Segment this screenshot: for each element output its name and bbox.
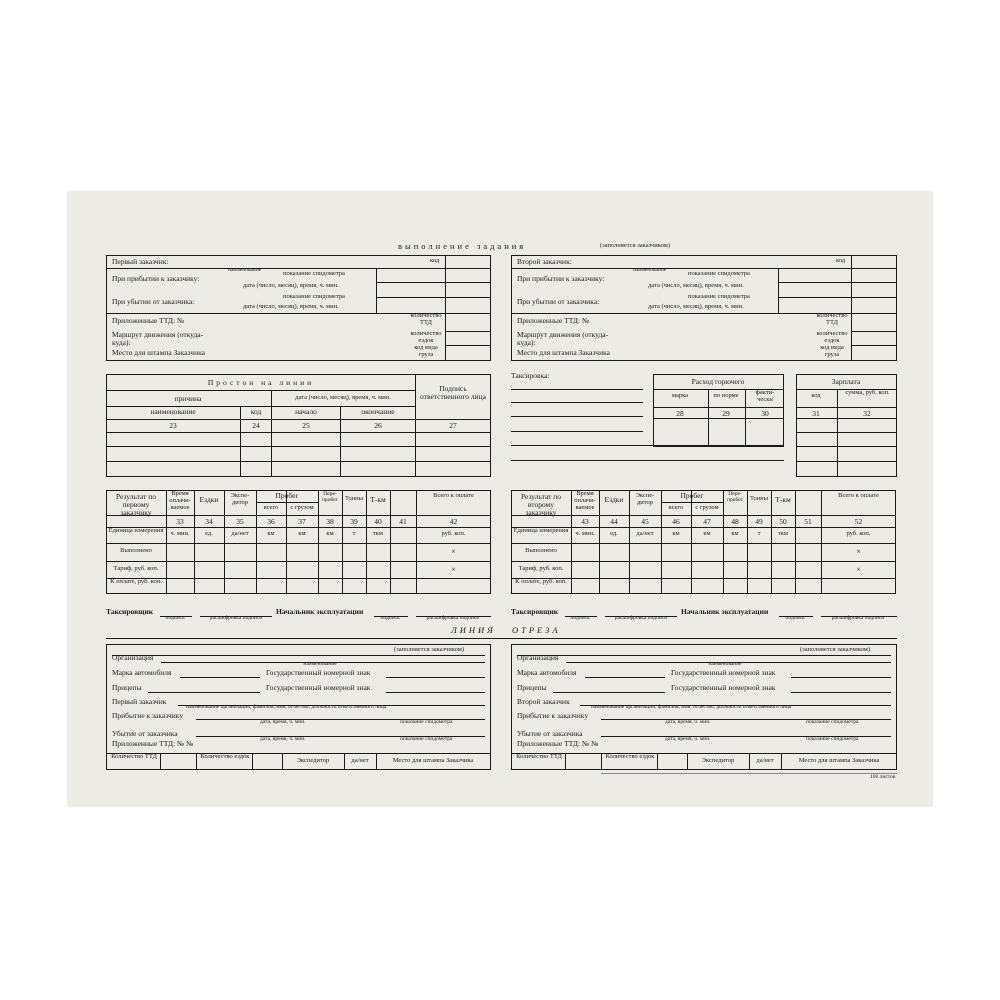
second-customer-label: Второй заказчик xyxy=(517,697,570,706)
attached-ttd-label: Приложенные ТТД: № xyxy=(112,316,185,325)
yes-no-label: да/нет xyxy=(351,757,369,764)
tear-off-note: (заполняется заказчиком) xyxy=(394,646,465,653)
name-note: наименование xyxy=(303,661,337,667)
taxer-label: Таксировщик xyxy=(511,607,559,616)
row-label: Единица измерения xyxy=(513,527,569,534)
ttd-count-label: Количество ТТД xyxy=(111,753,157,760)
row-label: Тариф, руб. коп. xyxy=(113,565,159,572)
decoding-note: расшифровка подписи xyxy=(209,615,263,621)
cargo-code-label: код вида груза xyxy=(414,344,438,358)
result-header: Тонны xyxy=(749,495,769,502)
code-label: код xyxy=(430,257,440,264)
col-num: 37 xyxy=(298,517,306,526)
attached-ttd-label: Приложенные ТТД: № xyxy=(517,316,590,325)
arrival-label: При прибытии к заказчику: xyxy=(517,274,605,283)
organization-label: Организация xyxy=(517,653,559,662)
unit-label: км xyxy=(672,530,680,537)
unit-label: да/нет xyxy=(231,530,249,537)
signature-note: подпись xyxy=(165,615,185,621)
row-label: Выполнено xyxy=(120,547,152,554)
unit-label: ч. мин. xyxy=(575,530,595,537)
sheets-count: 100 листов xyxy=(870,774,896,780)
fuel-brand: марка xyxy=(671,392,689,399)
tear-off-note: (заполняется заказчиком) xyxy=(800,646,871,653)
odometer-note: показание спидометра xyxy=(400,719,453,725)
odometer-note: показание спидометра xyxy=(688,293,750,300)
salary-sum: сумма, руб. коп. xyxy=(845,389,890,396)
arrival-label: При прибытии к заказчику: xyxy=(112,274,200,283)
col-num: 52 xyxy=(854,517,863,526)
trips-count-label: количество ездок xyxy=(816,330,848,344)
attached-ttd-label: Приложенные ТТД: № № xyxy=(112,739,194,748)
col-num: 50 xyxy=(779,517,787,526)
state-number-label: Государственный номерной знак xyxy=(671,683,776,692)
col-num: 41 xyxy=(399,517,407,526)
trips-count-label: Количество ездок xyxy=(200,753,250,760)
cross-mark: × xyxy=(451,564,456,574)
cargo-code-label: код вида груза xyxy=(820,344,844,358)
unit-label: ед. xyxy=(205,530,213,537)
unit-label: ч. мин. xyxy=(170,530,190,537)
salary-title: Зарплата xyxy=(831,377,861,386)
datetime-note: дата, время, ч. мин. xyxy=(260,736,306,742)
col-num: 29 xyxy=(722,409,730,418)
arrival-label: Прибытие к заказчику xyxy=(517,711,589,720)
col-num: 27 xyxy=(449,421,457,430)
odometer-note: показание спидометра xyxy=(283,270,345,277)
result-header: всего xyxy=(263,504,279,511)
downtime-code: код xyxy=(250,407,262,416)
forwarder-label: Экспедитор xyxy=(296,757,330,764)
forwarder-label: Экспедитор xyxy=(701,757,735,764)
route-label: Маршрут движения (откуда-куда): xyxy=(112,330,204,347)
row-label: К оплате, руб. коп. xyxy=(515,578,567,585)
first-customer-label: Первый заказчик xyxy=(112,697,167,706)
decoding-note: расшифровка подписи xyxy=(831,615,885,621)
departure-label: Убытие от заказчика xyxy=(112,729,178,738)
odometer-note: показание спидометра xyxy=(806,736,859,742)
result-header: Пробег xyxy=(275,491,299,500)
col-num: 40 xyxy=(374,517,382,526)
stamp-place-label: Место для штампа Заказчика xyxy=(798,757,880,764)
form-title: выполнение задания xyxy=(398,241,527,251)
person-note: наименование организации, фамилия, имя, отчество, должность ответственного лица xyxy=(186,704,387,710)
cross-mark: × xyxy=(856,564,861,574)
first-customer-label: Первый заказчик: xyxy=(112,257,169,266)
datetime-note: дата (число, месяц), время, ч. мин. xyxy=(648,282,744,289)
result-header: Т-км xyxy=(775,495,791,504)
name-note: наименование xyxy=(228,267,262,273)
downtime-end: окончание xyxy=(361,407,395,416)
row-label: Тариф, руб. коп. xyxy=(518,565,564,572)
datetime-note: дата, время, ч. мин. xyxy=(665,719,711,725)
col-num: 38 xyxy=(326,517,334,526)
person-note: наименование организации, фамилия, имя, отчество, должность ответственного лица xyxy=(591,704,792,710)
odometer-note: показание спидометра xyxy=(283,293,345,300)
downtime-title: Простон на линии xyxy=(207,378,315,387)
result-header: с грузом xyxy=(290,504,314,511)
col-num: 26 xyxy=(374,421,382,430)
downtime-datetime: дата (число, месяц), время, ч. мин. xyxy=(295,394,391,401)
downtime-signature: Подпись ответственного лица xyxy=(420,384,486,401)
datetime-note: дата (число, месяц), время, ч. мин. xyxy=(243,303,339,310)
col-num: 51 xyxy=(804,517,812,526)
col-num: 34 xyxy=(205,517,213,526)
row-label: К оплате, руб. коп. xyxy=(110,578,162,585)
decoding-note: расшифровка подписи xyxy=(426,615,480,621)
result-header: Т-км xyxy=(370,495,386,504)
col-num: 30 xyxy=(761,409,769,418)
unit-label: т xyxy=(352,530,356,537)
col-num: 35 xyxy=(236,517,244,526)
route-label: Маршрут движения (откуда-куда): xyxy=(517,330,609,347)
signature-note: подпись xyxy=(380,615,400,621)
row-label: Выполнено xyxy=(525,547,557,554)
state-number-label: Государственный номерной знак xyxy=(671,668,776,677)
chief-label: Начальник эксплуатации xyxy=(681,607,769,616)
trips-count-label: количество ездок xyxy=(410,330,442,344)
odometer-note: показание спидометра xyxy=(400,736,453,742)
form-sheet xyxy=(68,192,932,806)
result-header: всего xyxy=(668,504,684,511)
result-header: Ездки xyxy=(199,495,219,504)
departure-label: При убытии от заказчика: xyxy=(112,297,195,306)
organization-label: Организация xyxy=(112,653,154,662)
result-header: Результат по второму заказчику xyxy=(520,492,562,517)
col-num: 44 xyxy=(610,517,618,526)
col-num: 23 xyxy=(169,421,177,430)
datetime-note: дата, время, ч. мин. xyxy=(665,736,711,742)
taxer-label: Таксировщик xyxy=(106,607,154,616)
trailers-label: Прицепы xyxy=(112,683,142,692)
stamp-place-label: Место для штампа Заказчика xyxy=(392,757,474,764)
result-header: Ездки xyxy=(604,495,624,504)
fuel-actual: факти-чески xyxy=(755,389,775,403)
attached-ttd-label: Приложенные ТТД: № № xyxy=(517,739,599,748)
odometer-note: показание спидометра xyxy=(688,270,750,277)
state-number-label: Государственный номерной знак xyxy=(266,683,371,692)
unit-label: км xyxy=(267,530,275,537)
unit-label: км xyxy=(731,530,739,537)
result-header: Всего к оплате xyxy=(433,492,474,499)
datetime-note: дата (число, месяц), время, ч. мин. xyxy=(243,282,339,289)
result-header: Пробег xyxy=(680,491,704,500)
col-num: 28 xyxy=(676,409,684,418)
col-num: 43 xyxy=(581,517,589,526)
downtime-start: начало xyxy=(295,407,317,416)
state-number-label: Государственный номерной знак xyxy=(266,668,371,677)
stamp-place-label: Место для штампа Заказчика xyxy=(112,348,205,357)
arrival-label: Прибытие к заказчику xyxy=(112,711,184,720)
form-title-note: (заполняется заказчиком) xyxy=(600,242,671,249)
cross-mark: × xyxy=(856,546,861,556)
taxation-label: Таксировка: xyxy=(511,371,550,380)
downtime-reason: причина xyxy=(174,394,202,403)
col-num: 32 xyxy=(863,409,871,418)
decoding-note: расшифровка подписи xyxy=(614,615,668,621)
row-label: Единица измерения xyxy=(108,527,164,534)
col-num: 47 xyxy=(703,517,711,526)
cross-mark: × xyxy=(451,546,456,556)
fuel-title: Расход горючего xyxy=(691,377,745,386)
result-header: Экспе-дитор xyxy=(230,492,250,506)
datetime-note: дата (число, месяц), время, ч. мин. xyxy=(648,303,744,310)
col-num: 36 xyxy=(267,517,275,526)
signature-note: подпись xyxy=(785,615,805,621)
result-header: Время оплачи-ваемое xyxy=(169,490,191,511)
unit-label: т xyxy=(757,530,761,537)
col-num: 24 xyxy=(252,421,260,430)
result-header: Результат по первому заказчику xyxy=(115,492,157,517)
yes-no-label: да/нет xyxy=(756,757,774,764)
unit-label: да/нет xyxy=(636,530,654,537)
salary-code: код xyxy=(811,392,821,399)
unit-label: руб. коп. xyxy=(846,530,871,537)
col-num: 31 xyxy=(812,409,820,418)
datetime-note: дата, время, ч. мин. xyxy=(260,719,306,725)
car-brand-label: Марка автомобиля xyxy=(112,668,172,677)
col-num: 46 xyxy=(672,517,680,526)
signature-note: подпись xyxy=(570,615,590,621)
unit-label: км xyxy=(703,530,711,537)
col-num: 25 xyxy=(302,421,310,430)
col-num: 42 xyxy=(449,517,458,526)
code-label: код xyxy=(836,257,846,264)
departure-label: При убытии от заказчика: xyxy=(517,297,600,306)
trailers-label: Прицепы xyxy=(517,683,547,692)
result-header: Время оплачи-ваемое xyxy=(574,490,596,511)
ttd-count-label: количество ТТД xyxy=(816,312,848,326)
ttd-count-label: Количество ТТД xyxy=(516,753,562,760)
result-header: Пере-пробег xyxy=(322,491,338,503)
chief-label: Начальник эксплуатации xyxy=(276,607,364,616)
result-header: Пере-пробег xyxy=(727,491,743,503)
col-num: 39 xyxy=(350,517,358,526)
downtime-name: наименование xyxy=(150,407,196,416)
name-note: наименование xyxy=(708,661,742,667)
unit-label: ткм xyxy=(372,530,384,537)
cut-line-right: ОТРЕЗА xyxy=(512,625,561,635)
fuel-norm: по норме xyxy=(713,392,739,399)
cut-line xyxy=(106,638,897,639)
col-num: 45 xyxy=(641,517,649,526)
unit-label: ткм xyxy=(777,530,789,537)
col-num: 48 xyxy=(731,517,739,526)
result-header: Тонны xyxy=(344,495,364,502)
car-brand-label: Марка автомобиля xyxy=(517,668,577,677)
unit-label: ед. xyxy=(610,530,618,537)
unit-label: руб. коп. xyxy=(441,530,466,537)
second-customer-label: Второй заказчик: xyxy=(517,257,572,266)
unit-label: км xyxy=(326,530,334,537)
departure-label: Убытие от заказчика xyxy=(517,729,583,738)
cut-line-left: ЛИНИЯ xyxy=(451,625,496,635)
ttd-count-label: количество ТТД xyxy=(410,312,442,326)
result-header: Всего к оплате xyxy=(838,492,879,499)
col-num: 49 xyxy=(755,517,763,526)
name-note: наименование xyxy=(633,267,667,273)
result-header: Экспе-дитор xyxy=(635,492,655,506)
result-header: с грузом xyxy=(695,504,719,511)
odometer-note: показание спидометра xyxy=(806,719,859,725)
col-num: 33 xyxy=(176,517,184,526)
unit-label: км xyxy=(298,530,306,537)
trips-count-label: Количество ездок xyxy=(605,753,655,760)
stamp-place-label: Место для штампа Заказчика xyxy=(517,348,610,357)
